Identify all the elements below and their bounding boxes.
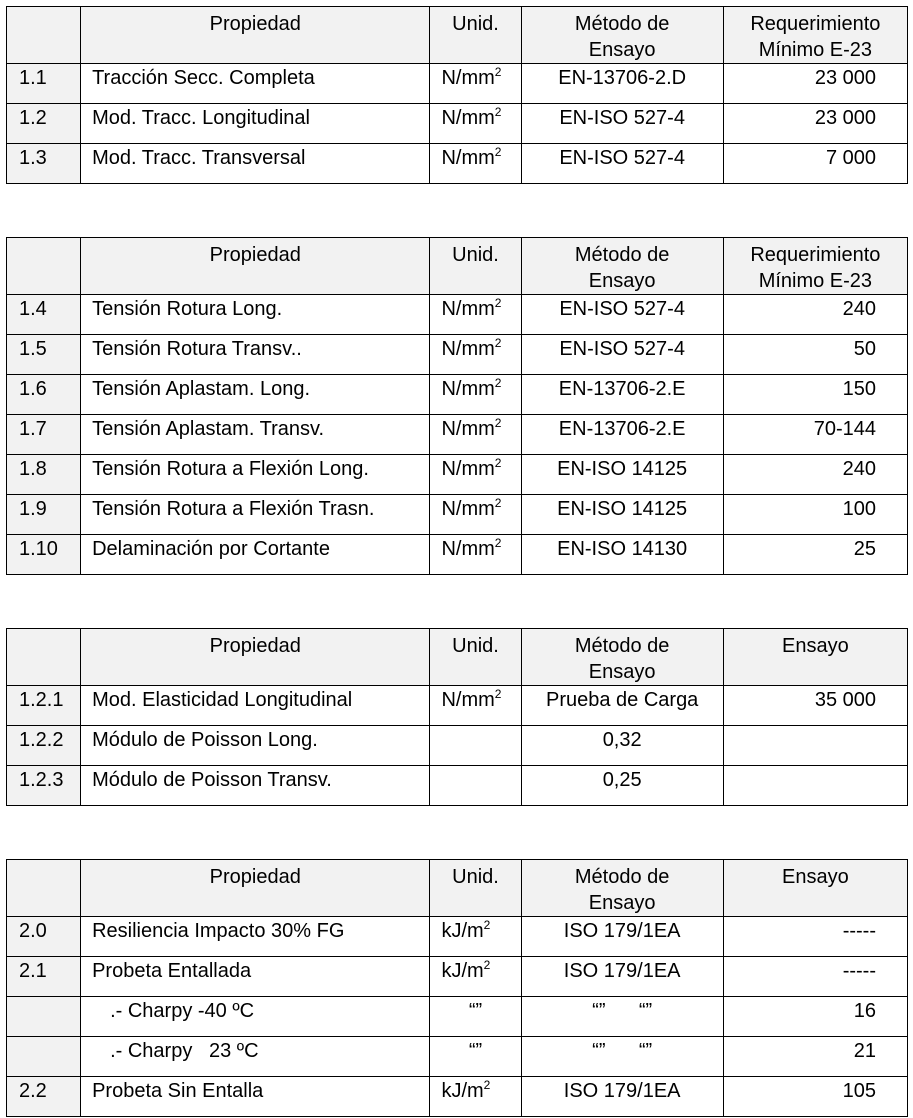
row-unit: $N/mm^2$ [430, 535, 521, 575]
header-num [7, 860, 81, 917]
row-property: Tensión Rotura a Flexión Trasn. [81, 495, 430, 535]
row-property: Tensión Rotura Transv.. [81, 335, 430, 375]
table-header-row [7, 860, 908, 917]
table-row [7, 917, 908, 957]
table-header-row [7, 238, 908, 295]
row-property: .- Charpy 23 ºC [81, 1037, 430, 1077]
row-number: 1.1 [7, 64, 81, 104]
row-value: 23 000 [723, 104, 907, 144]
row-property: Módulo de Poisson Long. [81, 726, 430, 766]
properties-table-1 [6, 6, 908, 184]
row-method: EN-ISO 14125 [521, 455, 723, 495]
header-num [7, 629, 81, 686]
table-row [7, 997, 908, 1037]
header-unit: Unid. [430, 7, 521, 64]
header-method: Método de Ensayo [521, 7, 723, 64]
row-method: EN-13706-2.D [521, 64, 723, 104]
row-value: 25 [723, 535, 907, 575]
row-property: Tensión Aplastam. Long. [81, 375, 430, 415]
row-value [723, 766, 907, 806]
row-number: 1.8 [7, 455, 81, 495]
table-row [7, 104, 908, 144]
header-unit: Unid. [430, 238, 521, 295]
row-property: Módulo de Poisson Transv. [81, 766, 430, 806]
row-unit: $kJ/m^2$ [430, 957, 521, 997]
table-row [7, 766, 908, 806]
header-property: Propiedad [81, 238, 430, 295]
table-row [7, 535, 908, 575]
row-unit: $N/mm^2$ [430, 375, 521, 415]
table-row [7, 144, 908, 184]
row-property: Tensión Aplastam. Transv. [81, 415, 430, 455]
row-number: 1.6 [7, 375, 81, 415]
header-method: Método de Ensayo [521, 629, 723, 686]
row-value: 23 000 [723, 64, 907, 104]
row-value [723, 726, 907, 766]
row-method: EN-ISO 527-4 [521, 144, 723, 184]
properties-table-3 [6, 628, 908, 806]
row-method: EN-13706-2.E [521, 375, 723, 415]
row-unit: $N/mm^2$ [430, 455, 521, 495]
row-unit: $N/mm^2$ [430, 415, 521, 455]
row-unit: $N/mm^2$ [430, 335, 521, 375]
header-unit: Unid. [430, 860, 521, 917]
row-method: EN-ISO 527-4 [521, 335, 723, 375]
row-property: Tensión Rotura Long. [81, 295, 430, 335]
row-property: Mod. Elasticidad Longitudinal [81, 686, 430, 726]
header-value: Ensayo [723, 629, 907, 686]
table-row [7, 335, 908, 375]
row-unit: $kJ/m^2$ [430, 1077, 521, 1117]
row-property: Tracción Secc. Completa [81, 64, 430, 104]
header-unit: Unid. [430, 629, 521, 686]
table-row [7, 686, 908, 726]
row-method: “” “” [521, 997, 723, 1037]
properties-table-2 [6, 237, 908, 575]
row-method: ISO 179/1EA [521, 957, 723, 997]
table-row [7, 726, 908, 766]
row-number: 1.10 [7, 535, 81, 575]
table-row [7, 375, 908, 415]
header-num [7, 7, 81, 64]
table-row [7, 455, 908, 495]
row-property: Mod. Tracc. Transversal [81, 144, 430, 184]
row-method: ISO 179/1EA [521, 1077, 723, 1117]
header-property: Propiedad [81, 7, 430, 64]
row-unit [430, 726, 521, 766]
row-unit [430, 766, 521, 806]
row-number: 2.2 [7, 1077, 81, 1117]
row-value: 240 [723, 455, 907, 495]
row-unit: $N/mm^2$ [430, 495, 521, 535]
row-value: 16 [723, 997, 907, 1037]
row-method: EN-ISO 527-4 [521, 104, 723, 144]
header-num [7, 238, 81, 295]
row-number: 1.3 [7, 144, 81, 184]
row-method: 0,25 [521, 766, 723, 806]
row-value: 7 000 [723, 144, 907, 184]
row-number: 1.7 [7, 415, 81, 455]
header-property: Propiedad [81, 860, 430, 917]
row-method: ISO 179/1EA [521, 917, 723, 957]
row-unit: $N/mm^2$ [430, 686, 521, 726]
row-unit: $N/mm^2$ [430, 64, 521, 104]
row-unit: $N/mm^2$ [430, 144, 521, 184]
properties-table-4 [6, 859, 908, 1117]
row-method: 0,32 [521, 726, 723, 766]
row-unit: $N/mm^2$ [430, 104, 521, 144]
table-row [7, 957, 908, 997]
row-property: Mod. Tracc. Longitudinal [81, 104, 430, 144]
row-value: 21 [723, 1037, 907, 1077]
row-value: 35 000 [723, 686, 907, 726]
row-method: EN-13706-2.E [521, 415, 723, 455]
row-value: 240 [723, 295, 907, 335]
table-row [7, 415, 908, 455]
row-unit: $kJ/m^2$ [430, 917, 521, 957]
row-unit: “” [430, 997, 521, 1037]
row-property: Resiliencia Impacto 30% FG [81, 917, 430, 957]
row-number: 1.2.1 [7, 686, 81, 726]
header-method: Método de Ensayo [521, 860, 723, 917]
row-number: 1.2 [7, 104, 81, 144]
table-header-row [7, 7, 908, 64]
row-method: EN-ISO 14130 [521, 535, 723, 575]
table-row [7, 1077, 908, 1117]
row-number [7, 1037, 81, 1077]
row-number: 1.4 [7, 295, 81, 335]
row-property: .- Charpy -40 ºC [81, 997, 430, 1037]
table-header-row [7, 629, 908, 686]
row-value: 105 [723, 1077, 907, 1117]
row-number: 2.0 [7, 917, 81, 957]
row-value: 70-144 [723, 415, 907, 455]
table-row [7, 295, 908, 335]
row-method: “” “” [521, 1037, 723, 1077]
table-row [7, 495, 908, 535]
row-value: 150 [723, 375, 907, 415]
row-value: ----- [723, 957, 907, 997]
row-method: EN-ISO 527-4 [521, 295, 723, 335]
row-unit: “” [430, 1037, 521, 1077]
row-value: ----- [723, 917, 907, 957]
row-value: 50 [723, 335, 907, 375]
row-method: EN-ISO 14125 [521, 495, 723, 535]
header-method: Método de Ensayo [521, 238, 723, 295]
table-row [7, 1037, 908, 1077]
row-value: 100 [723, 495, 907, 535]
table-row [7, 64, 908, 104]
row-method: Prueba de Carga [521, 686, 723, 726]
header-value: Requerimiento Mínimo E-23 [723, 238, 907, 295]
row-number: 1.2.2 [7, 726, 81, 766]
header-value: Requerimiento Mínimo E-23 [723, 7, 907, 64]
row-number: 1.5 [7, 335, 81, 375]
row-unit: $N/mm^2$ [430, 295, 521, 335]
row-number [7, 997, 81, 1037]
row-property: Probeta Entallada [81, 957, 430, 997]
row-property: Probeta Sin Entalla [81, 1077, 430, 1117]
row-number: 2.1 [7, 957, 81, 997]
row-property: Delaminación por Cortante [81, 535, 430, 575]
row-number: 1.9 [7, 495, 81, 535]
row-number: 1.2.3 [7, 766, 81, 806]
header-property: Propiedad [81, 629, 430, 686]
header-value: Ensayo [723, 860, 907, 917]
row-property: Tensión Rotura a Flexión Long. [81, 455, 430, 495]
